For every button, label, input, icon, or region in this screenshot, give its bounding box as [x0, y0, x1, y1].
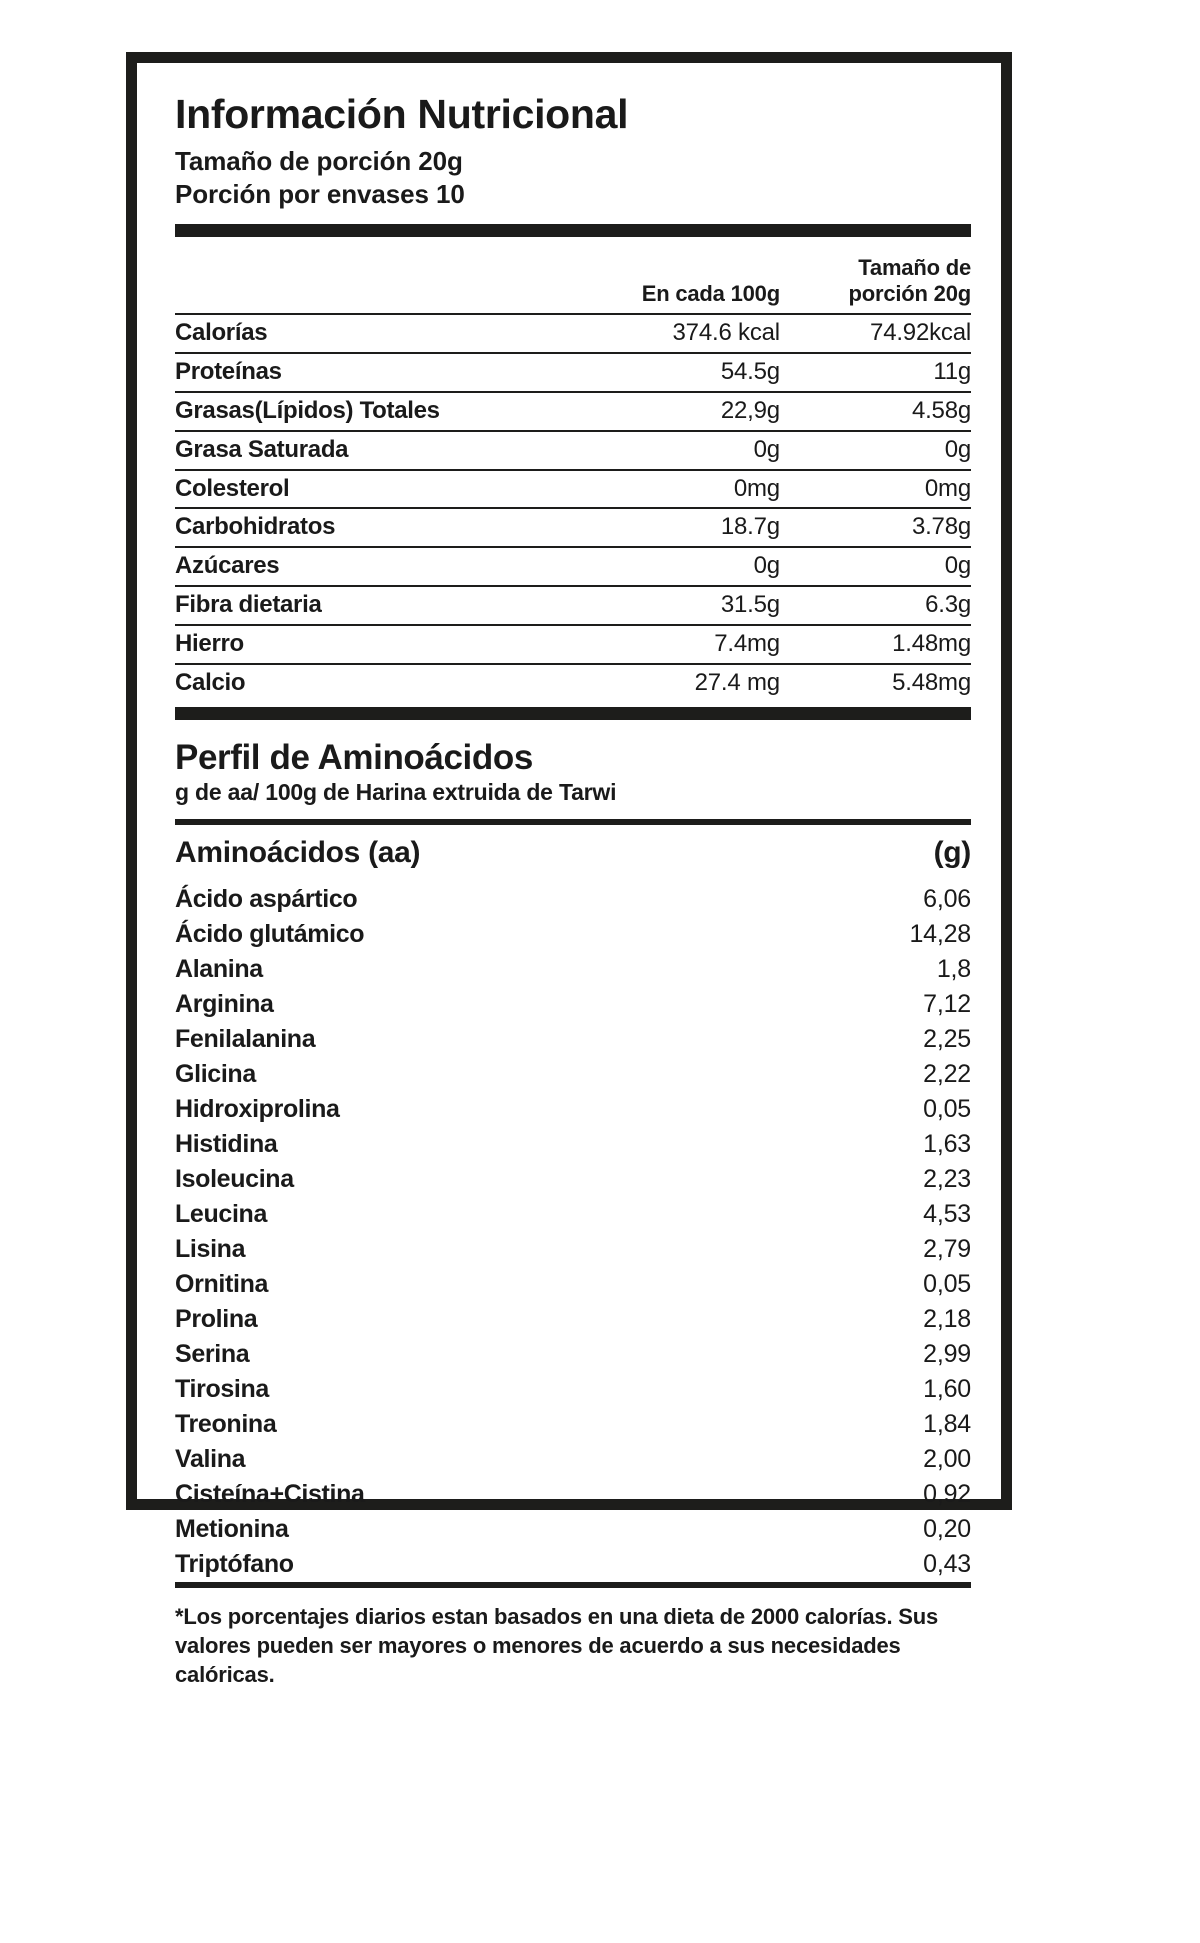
servings-per-container-line: Porción por envases 10	[175, 179, 465, 210]
amino-acid-name: Cisteína+Cistina	[175, 1480, 365, 1509]
table-row	[175, 314, 971, 353]
nutrient-value-per-100g: 0g	[541, 431, 780, 470]
page-title: Información Nutricional	[175, 91, 629, 137]
amino-acid-name: Histidina	[175, 1130, 278, 1159]
amino-acid-value: 0,05	[923, 1095, 971, 1124]
nutrient-name: Calcio	[175, 664, 541, 702]
amino-col-name: Aminoácidos (aa)	[175, 836, 421, 870]
nutrient-name: Grasa Saturada	[175, 431, 541, 470]
amino-acid-value: 2,79	[923, 1235, 971, 1264]
amino-acid-value: 1,84	[923, 1410, 971, 1439]
list-item	[175, 1232, 971, 1267]
nutrition-facts-table	[175, 255, 971, 701]
list-item	[175, 1477, 971, 1512]
nutrient-value-per-serving: 0g	[780, 431, 971, 470]
nutrition-label-panel	[126, 52, 1012, 1687]
amino-acid-value: 1,8	[936, 955, 971, 984]
nutrient-value-per-serving: 0mg	[780, 470, 971, 509]
nutrient-name: Calorías	[175, 314, 541, 353]
amino-acid-value: 6,06	[923, 885, 971, 914]
table-row	[175, 664, 971, 702]
amino-acid-value: 0,43	[923, 1550, 971, 1579]
list-item	[175, 917, 971, 952]
nutrient-value-per-100g: 374.6 kcal	[541, 314, 780, 353]
table-row	[175, 353, 971, 392]
amino-acid-value: 2,00	[923, 1445, 971, 1474]
table-row	[175, 431, 971, 470]
nutrient-value-per-100g: 27.4 mg	[541, 664, 780, 702]
amino-acid-value: 2,25	[923, 1025, 971, 1054]
daily-value-footnote: *Los porcentajes diarios estan basados en una dieta de 2000 calorías. Sus valores pueden ser mayores o menores de acuerdo a sus necesidades calóricas.	[175, 1604, 939, 1687]
nutrient-value-per-100g: 31.5g	[541, 586, 780, 625]
nutrient-name: Hierro	[175, 625, 541, 664]
list-item	[175, 1022, 971, 1057]
amino-acid-value: 1,63	[923, 1130, 971, 1159]
nutrient-value-per-serving: 1.48mg	[780, 625, 971, 664]
nutrition-col-per-serving	[780, 255, 971, 314]
list-item	[175, 1127, 971, 1162]
amino-acid-value: 0,05	[923, 1270, 971, 1299]
amino-acid-name: Triptófano	[175, 1550, 294, 1579]
nutrient-name: Fibra dietaria	[175, 586, 541, 625]
amino-acid-name: Isoleucina	[175, 1165, 294, 1194]
amino-profile-subtitle: g de aa/ 100g de Harina extruida de Tarwi	[175, 778, 617, 805]
nutrient-name: Grasas(Lípidos) Totales	[175, 392, 541, 431]
nutrition-label-content	[175, 91, 971, 1687]
amino-acid-value: 4,53	[923, 1200, 971, 1229]
list-item	[175, 1407, 971, 1442]
amino-acid-name: Prolina	[175, 1305, 258, 1334]
amino-acid-list	[175, 882, 971, 1582]
amino-acid-name: Alanina	[175, 955, 263, 984]
list-item	[175, 1372, 971, 1407]
amino-acid-value: 2,18	[923, 1305, 971, 1334]
nutrient-value-per-100g: 0mg	[541, 470, 780, 509]
list-item	[175, 952, 971, 987]
amino-acid-value: 1,60	[923, 1375, 971, 1404]
nutrition-divider-thick	[175, 707, 971, 720]
nutrient-value-per-serving: 4.58g	[780, 392, 971, 431]
table-row	[175, 508, 971, 547]
nutrient-value-per-serving: 74.92kcal	[780, 314, 971, 353]
nutrient-name: Colesterol	[175, 470, 541, 509]
list-item	[175, 1092, 971, 1127]
amino-acid-name: Fenilalanina	[175, 1025, 316, 1054]
table-row	[175, 586, 971, 625]
amino-table-header	[175, 825, 971, 880]
nutrient-value-per-100g: 22,9g	[541, 392, 780, 431]
table-row	[175, 392, 971, 431]
amino-acid-value: 2,99	[923, 1340, 971, 1369]
list-item	[175, 1512, 971, 1547]
amino-acid-name: Glicina	[175, 1060, 256, 1089]
nutrient-value-per-100g: 7.4mg	[541, 625, 780, 664]
amino-acid-value: 2,22	[923, 1060, 971, 1089]
nutrient-name: Carbohidratos	[175, 508, 541, 547]
list-item	[175, 1337, 971, 1372]
amino-acid-name: Serina	[175, 1340, 250, 1369]
amino-acid-value: 0,20	[923, 1515, 971, 1544]
amino-acid-value: 7,12	[923, 990, 971, 1019]
header-divider-thick	[175, 224, 971, 237]
nutrient-value-per-serving: 0g	[780, 547, 971, 586]
list-item	[175, 1197, 971, 1232]
nutrient-value-per-100g: 0g	[541, 547, 780, 586]
table-row	[175, 470, 971, 509]
table-row	[175, 625, 971, 664]
list-item	[175, 1547, 971, 1582]
amino-acid-name: Valina	[175, 1445, 246, 1474]
nutrient-value-per-100g: 54.5g	[541, 353, 780, 392]
nutrient-value-per-serving: 3.78g	[780, 508, 971, 547]
amino-divider-bottom	[175, 1582, 971, 1588]
amino-acid-value: 2,23	[923, 1165, 971, 1194]
list-item	[175, 882, 971, 917]
amino-acid-value: 14,28	[909, 920, 971, 949]
nutrient-name: Proteínas	[175, 353, 541, 392]
nutrient-value-per-serving: 6.3g	[780, 586, 971, 625]
amino-profile-title: Perfil de Aminoácidos	[175, 738, 533, 778]
nutrition-header-row	[175, 255, 971, 314]
nutrition-table-header	[175, 255, 971, 314]
list-item	[175, 1057, 971, 1092]
nutrition-table-body	[175, 314, 971, 701]
list-item	[175, 987, 971, 1022]
amino-acid-name: Ácido aspártico	[175, 885, 358, 914]
table-row	[175, 547, 971, 586]
nutrition-col-per-100g: En cada 100g	[641, 280, 780, 306]
nutrient-name: Azúcares	[175, 547, 541, 586]
nutrition-col-per-serving-line2: porción 20g	[848, 280, 971, 306]
amino-acid-value: 0,92	[923, 1480, 971, 1509]
amino-acid-name: Lisina	[175, 1235, 246, 1264]
nutrition-col-per-serving-line1: Tamaño de	[858, 254, 971, 280]
amino-col-value: (g)	[933, 836, 971, 870]
list-item	[175, 1302, 971, 1337]
nutrient-value-per-serving: 11g	[780, 353, 971, 392]
list-item	[175, 1442, 971, 1477]
amino-acid-name: Ácido glutámico	[175, 920, 365, 949]
amino-acid-name: Tirosina	[175, 1375, 269, 1404]
nutrient-value-per-100g: 18.7g	[541, 508, 780, 547]
serving-size-line: Tamaño de porción 20g	[175, 146, 463, 177]
list-item	[175, 1162, 971, 1197]
amino-acid-name: Hidroxiprolina	[175, 1095, 340, 1124]
amino-acid-name: Ornitina	[175, 1270, 269, 1299]
nutrition-col-blank	[175, 255, 541, 314]
nutrient-value-per-serving: 5.48mg	[780, 664, 971, 702]
amino-acid-name: Treonina	[175, 1410, 277, 1439]
amino-acid-name: Leucina	[175, 1200, 268, 1229]
amino-acid-name: Metionina	[175, 1515, 289, 1544]
list-item	[175, 1267, 971, 1302]
amino-acid-name: Arginina	[175, 990, 274, 1019]
